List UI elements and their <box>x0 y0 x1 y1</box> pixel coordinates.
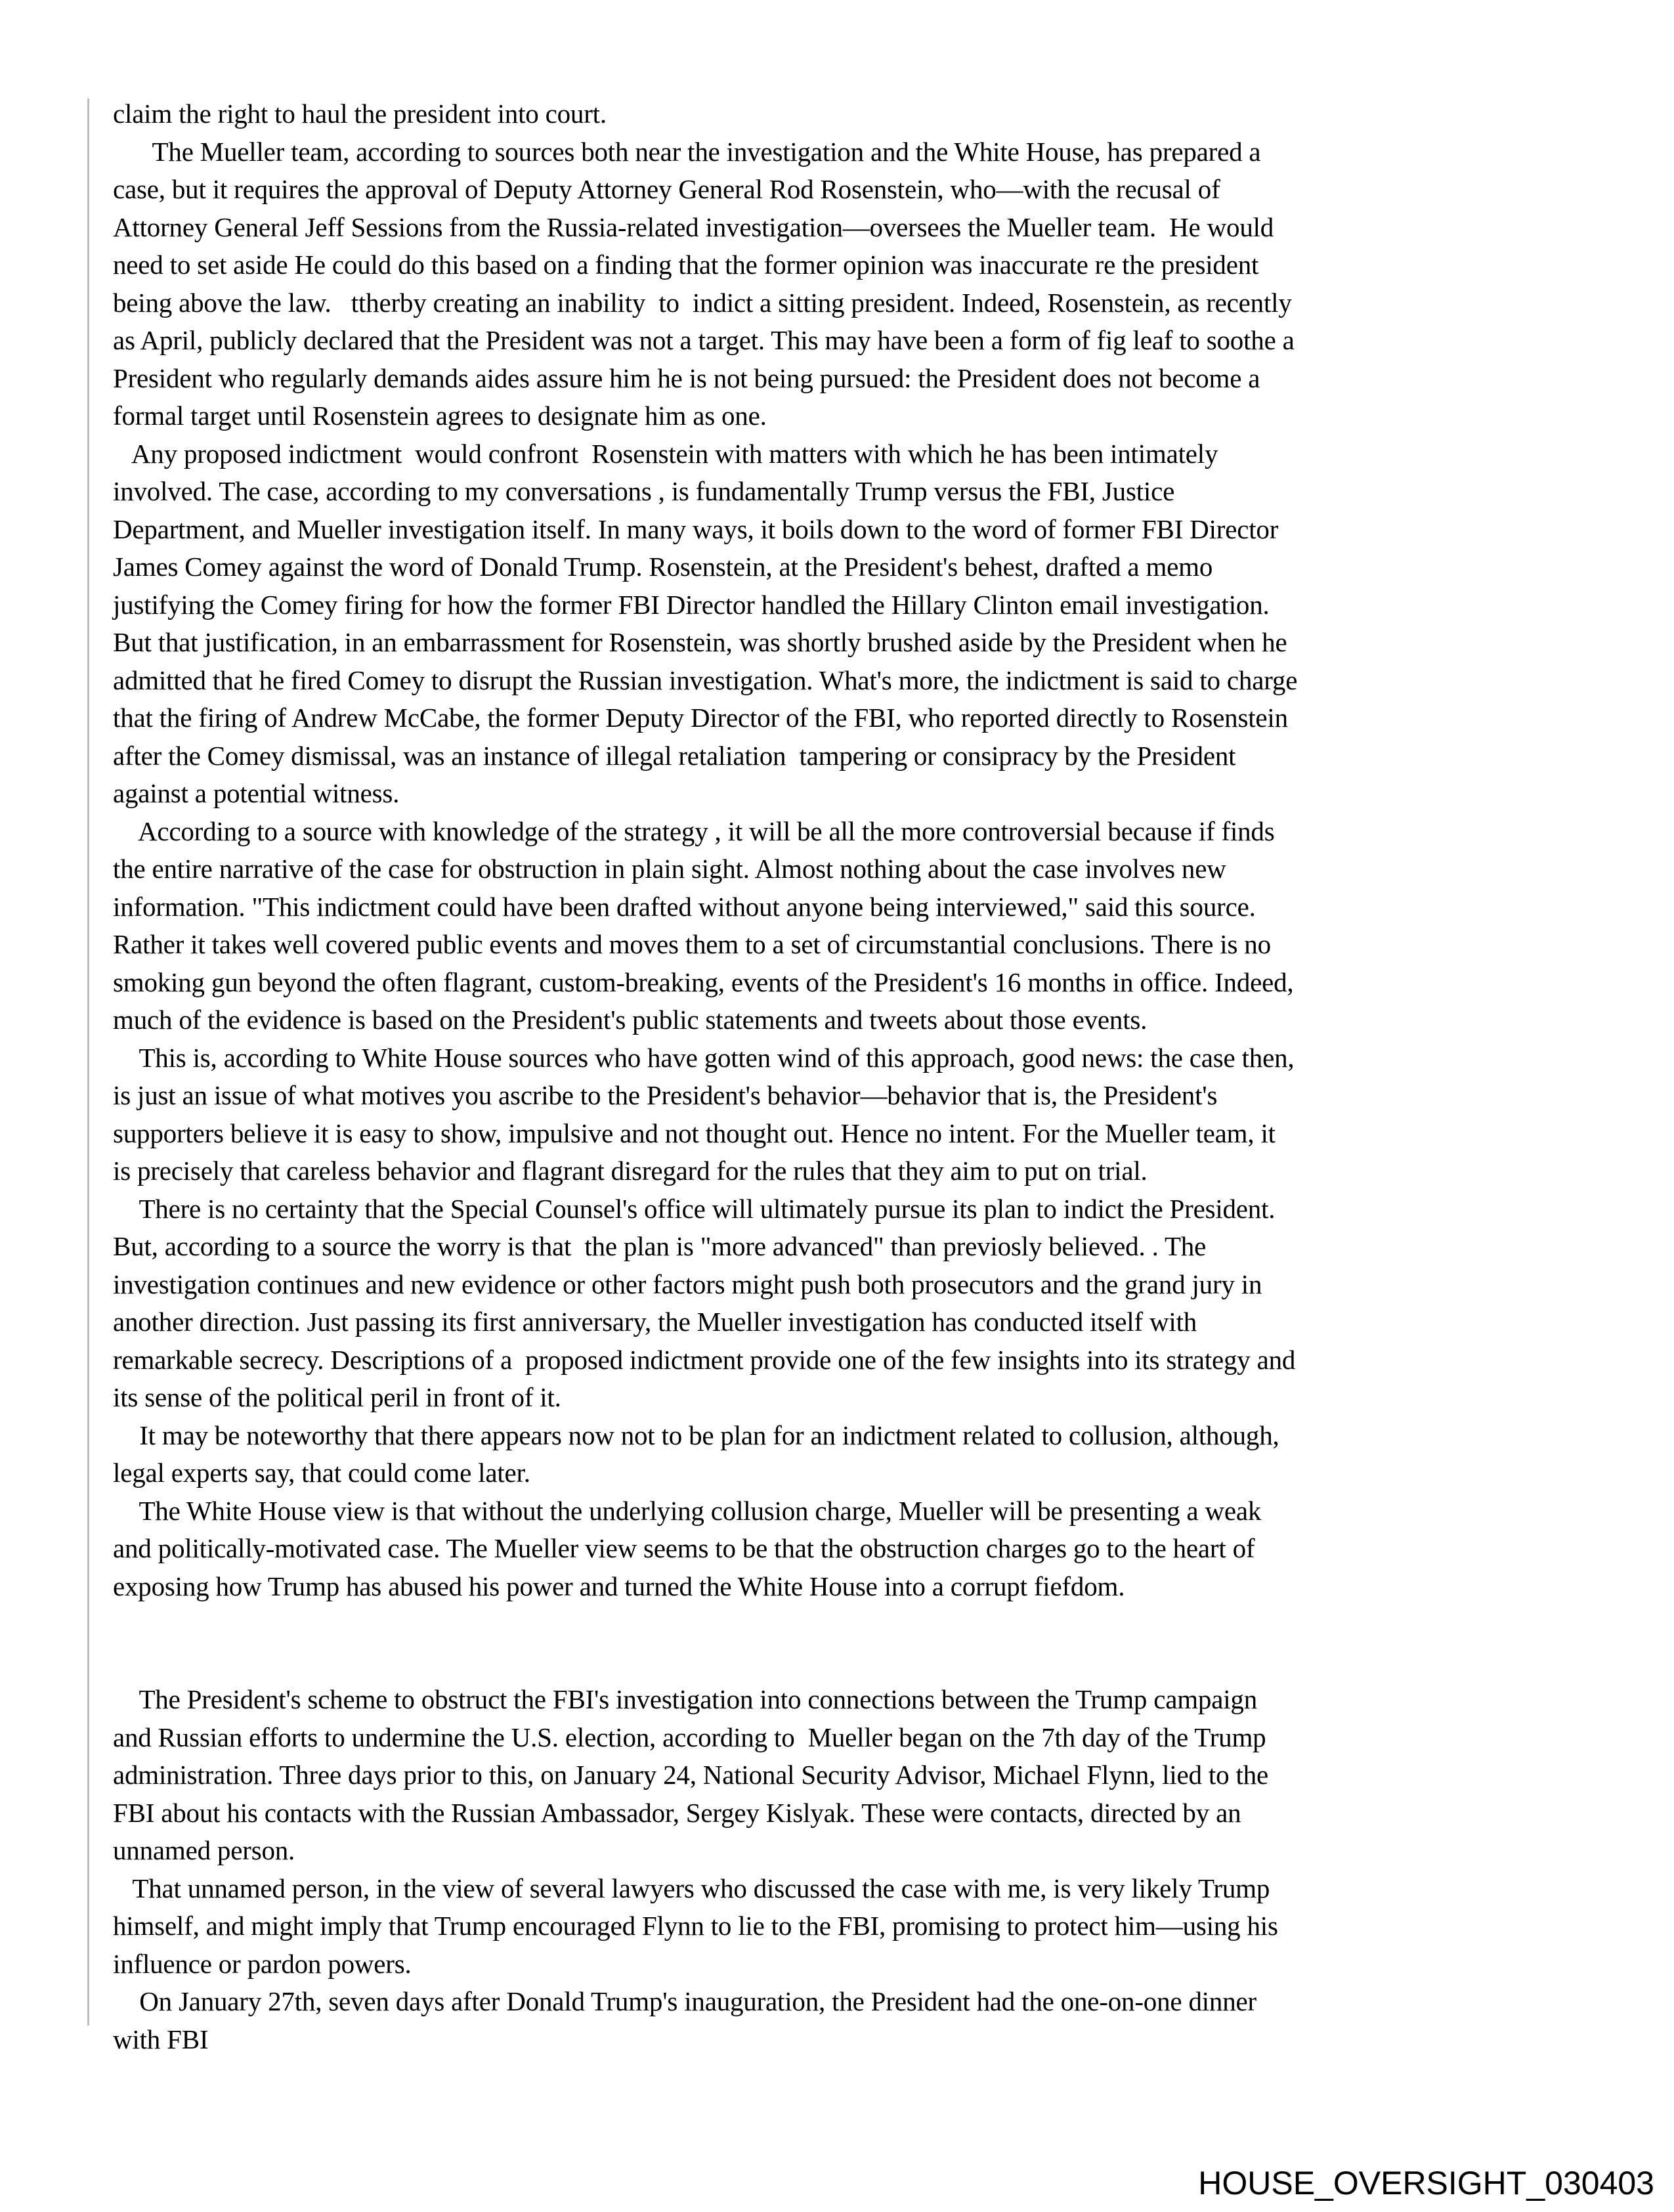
text-line: the entire narrative of the case for obstruction in plain sight. Almost nothing about the case involves new <box>113 854 1226 884</box>
text-line: It may be noteworthy that there appears now not to be plan for an indictment related to collusion, although, <box>113 1420 1279 1450</box>
text-line: influence or pardon powers. <box>113 1948 412 1979</box>
text-line: smoking gun beyond the often flagrant, custom-breaking, events of the President's 16 months in office. Indeed, <box>113 966 1294 997</box>
text-line: formal target until Rosenstein agrees to designate him as one. <box>113 401 767 431</box>
text-line: another direction. Just passing its first anniversary, the Mueller investigation has conducted itself with <box>113 1307 1197 1337</box>
text-line: President who regularly demands aides assure him he is not being pursued: the President does not become a <box>113 362 1260 393</box>
paragraph <box>113 1417 1616 1492</box>
text-line: According to a source with knowledge of the strategy , it will be all the more controversial because if finds <box>113 815 1275 846</box>
text-line: need to set aside He could do this based on a finding that the former opinion was inaccurate re the president <box>113 249 1259 280</box>
text-line: is just an issue of what motives you ascribe to the President's behavior—behavior that is, the President's <box>113 1080 1218 1110</box>
text-line: as April, publicly declared that the President was not a target. This may have been a form of fig leaf to soothe a <box>113 325 1295 355</box>
text-line: Attorney General Jeff Sessions from the Russia-related investigation—oversees the Mueller team. He would <box>113 211 1274 242</box>
paragraph <box>113 1190 1616 1417</box>
text-line: That unnamed person, in the view of several lawyers who discussed the case with me, is very likely Trump <box>113 1873 1270 1903</box>
text-line: being above the law. ttherby creating an inability to indict a sitting president. Indeed, Rosenstein, as recently <box>113 287 1292 318</box>
text-line: against a potential witness. <box>113 778 400 808</box>
text-line: case, but it requires the approval of Deputy Attorney General Rod Rosenstein, who—with the recusal of <box>113 174 1220 204</box>
document-body <box>113 95 1616 2058</box>
paragraph <box>113 813 1616 1039</box>
text-line: and politically-motivated case. The Mueller view seems to be that the obstruction charges go to the heart of <box>113 1533 1255 1563</box>
text-line: that the firing of Andrew McCabe, the former Deputy Director of the FBI, who reported directly to Rosenstein <box>113 703 1288 733</box>
text-line: involved. The case, according to my conversations , is fundamentally Trump versus the FBI, Justice <box>113 476 1175 506</box>
text-line: Any proposed indictment would confront Rosenstein with matters with which he has been intimately <box>113 438 1218 469</box>
text-line: himself, and might imply that Trump encouraged Flynn to lie to the FBI, promising to protect him—using his <box>113 1911 1278 1941</box>
left-margin-rule <box>87 98 89 2026</box>
paragraph <box>113 95 1616 133</box>
paragraph <box>113 1492 1616 1606</box>
text-line: investigation continues and new evidence or other factors might push both prosecutors and the grand jury in <box>113 1269 1262 1299</box>
text-line: legal experts say, that could come later. <box>113 1458 530 1488</box>
text-line: administration. Three days prior to this, on January 24, National Security Advisor, Michael Flynn, lied to the <box>113 1760 1268 1790</box>
text-line: with FBI <box>113 2024 209 2054</box>
text-line: information. "This indictment could have been drafted without anyone being interviewed," said this source. <box>113 891 1256 922</box>
text-line: The Mueller team, according to sources both near the investigation and the White House, has prepared a <box>113 136 1261 167</box>
text-line: Rather it takes well covered public events and moves them to a set of circumstantial conclusions. There is no <box>113 929 1271 959</box>
text-line: and Russian efforts to undermine the U.S. election, according to Mueller began on the 7th day of the Trump <box>113 1722 1266 1752</box>
text-line: unnamed person. <box>113 1835 295 1865</box>
text-line: supporters believe it is easy to show, impulsive and not thought out. Hence no intent. For the Mueller team, it <box>113 1117 1276 1148</box>
text-line: On January 27th, seven days after Donald Trump's inauguration, the President had the one-on-one dinner <box>113 1986 1256 2016</box>
text-line: Department, and Mueller investigation itself. In many ways, it boils down to the word of former FBI Director <box>113 513 1279 544</box>
text-line: But that justification, in an embarrassment for Rosenstein, was shortly brushed aside by the President when he <box>113 627 1287 657</box>
paragraph <box>113 1681 1616 1870</box>
text-line: justifying the Comey firing for how the former FBI Director handled the Hillary Clinton email investigation. <box>113 589 1270 620</box>
text-line: claim the right to haul the president into court. <box>113 98 607 129</box>
text-line: James Comey against the word of Donald Trump. Rosenstein, at the President's behest, drafted a memo <box>113 552 1213 582</box>
text-line: remarkable secrecy. Descriptions of a proposed indictment provide one of the few insights into its strategy and <box>113 1344 1296 1375</box>
text-line: admitted that he fired Comey to disrupt the Russian investigation. What's more, the indictment is said to charge <box>113 664 1298 695</box>
text-line: its sense of the political peril in front of it. <box>113 1382 561 1412</box>
text-line: is precisely that careless behavior and flagrant disregard for the rules that they aim to put on trial. <box>113 1156 1148 1186</box>
text-line: much of the evidence is based on the President's public statements and tweets about those events. <box>113 1005 1148 1035</box>
text-line: FBI about his contacts with the Russian Ambassador, Sergey Kislyak. These were contacts, directed by an <box>113 1797 1241 1828</box>
text-line: The White House view is that without the underlying collusion charge, Mueller will be presenting a weak <box>113 1495 1262 1526</box>
text-line: But, according to a source the worry is that the plan is "more advanced" than previosly believed. . The <box>113 1231 1207 1261</box>
paragraph <box>113 1983 1616 2058</box>
bates-stamp: HOUSE_OVERSIGHT_030403 <box>1198 2165 1654 2201</box>
text-line: The President's scheme to obstruct the FBI's investigation into connections between the Trump campaign <box>113 1684 1258 1714</box>
text-line: There is no certainty that the Special Counsel's office will ultimately pursue its plan to indict the President. <box>113 1193 1276 1224</box>
paragraph <box>113 1039 1616 1190</box>
paragraph <box>113 133 1616 435</box>
text-line: exposing how Trump has abused his power and turned the White House into a corrupt fiefdom. <box>113 1571 1125 1601</box>
text-line: after the Comey dismissal, was an instance of illegal retaliation tampering or consipracy by the President <box>113 740 1236 771</box>
paragraph <box>113 435 1616 813</box>
text-line: This is, according to White House sources who have gotten wind of this approach, good news: the case then, <box>113 1042 1295 1073</box>
paragraph <box>113 1870 1616 1984</box>
